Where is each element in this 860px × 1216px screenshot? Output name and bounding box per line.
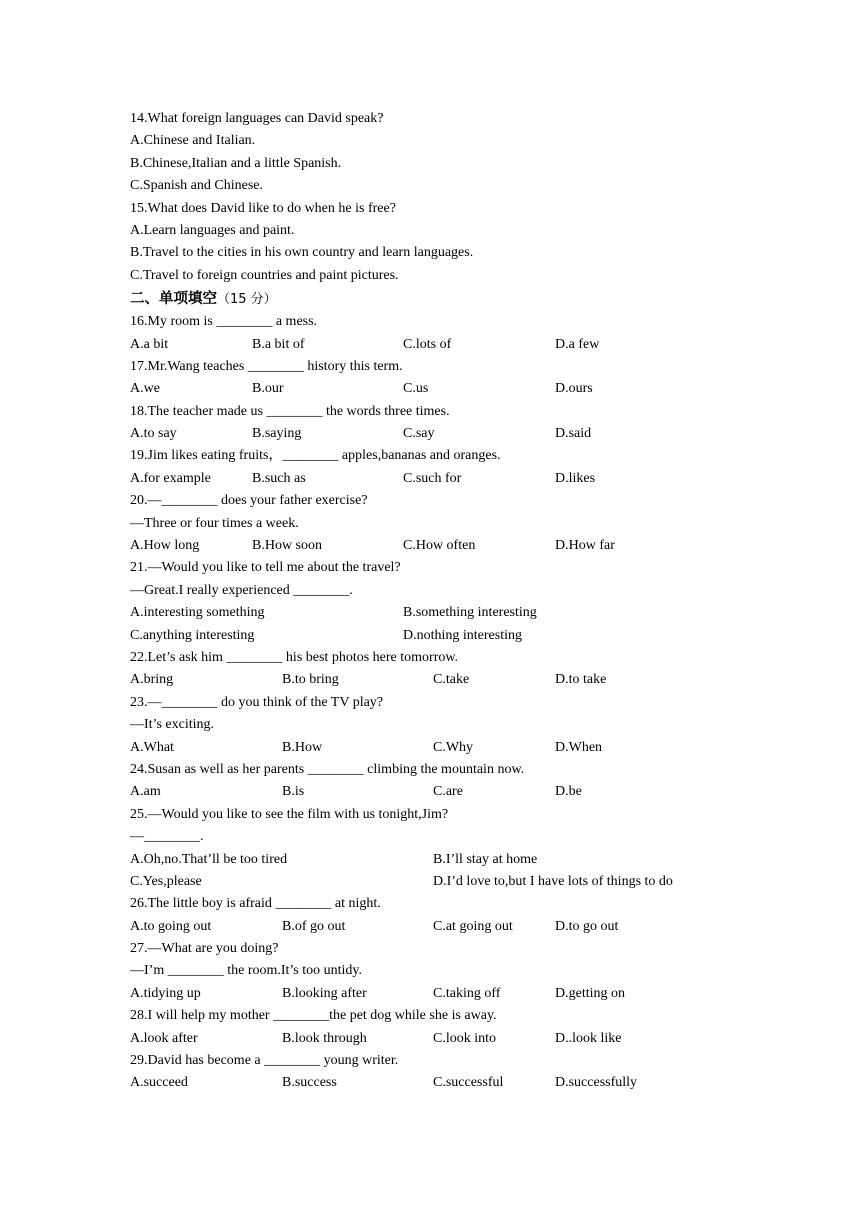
answer-option: D.nothing interesting bbox=[403, 627, 522, 643]
answer-option: A.we bbox=[130, 381, 160, 397]
answer-option: D.getting on bbox=[555, 985, 625, 1001]
options-row bbox=[130, 1072, 810, 1094]
answer-option: C.us bbox=[403, 381, 429, 397]
question-stem: 16.My room is ________ a mess. bbox=[130, 314, 318, 330]
options-row bbox=[130, 871, 810, 893]
answer-option: A.for example bbox=[130, 470, 211, 486]
question-stem: 25.—Would you like to see the film with us tonight,Jim? bbox=[130, 806, 449, 822]
answer-option: C.taking off bbox=[433, 985, 501, 1001]
answer-option: D.be bbox=[555, 784, 582, 800]
dialogue-reply: —I’m ________ the room.It’s too untidy. bbox=[130, 963, 363, 979]
answer-option: A.Learn languages and paint. bbox=[130, 222, 295, 238]
answer-option: B.our bbox=[252, 381, 284, 397]
answer-option: B.to bring bbox=[282, 672, 339, 688]
section-score: （15 分） bbox=[217, 292, 277, 308]
question-stem: 24.Susan as well as her parents ________ climbing the mountain now. bbox=[130, 761, 525, 777]
answer-option: D.I’d love to,but I have lots of things to do bbox=[433, 873, 673, 889]
options-row bbox=[130, 468, 810, 490]
answer-option: A.a bit bbox=[130, 336, 169, 352]
options-row bbox=[130, 916, 810, 938]
answer-option: B.saying bbox=[252, 426, 302, 442]
options-row bbox=[130, 334, 810, 356]
answer-option: C.Why bbox=[433, 739, 474, 755]
answer-option: D.to go out bbox=[555, 918, 619, 934]
answer-option: D.ours bbox=[555, 381, 593, 397]
question-stem: 18.The teacher made us ________ the words three times. bbox=[130, 403, 450, 419]
question-stem: 19.Jim likes eating fruits，________ apples,bananas and oranges. bbox=[130, 448, 501, 464]
answer-option: B.something interesting bbox=[403, 605, 537, 621]
answer-option: C.How often bbox=[403, 538, 476, 554]
options-row bbox=[130, 625, 810, 647]
dialogue-reply: —Great.I really experienced ________. bbox=[130, 582, 353, 598]
answer-option: B.success bbox=[282, 1075, 337, 1091]
options-row bbox=[130, 849, 810, 871]
answer-option: D.successfully bbox=[555, 1075, 638, 1091]
options-row bbox=[130, 1028, 810, 1050]
answer-option: B.Travel to the cities in his own country and learn languages. bbox=[130, 245, 474, 261]
answer-option: C.Travel to foreign countries and paint pictures. bbox=[130, 267, 399, 283]
answer-option: B.How soon bbox=[252, 538, 323, 554]
answer-option: A.to say bbox=[130, 426, 177, 442]
answer-option: C.lots of bbox=[403, 336, 452, 352]
answer-option: D.said bbox=[555, 426, 592, 442]
answer-option: C.Yes,please bbox=[130, 873, 202, 889]
answer-option: B.How bbox=[282, 739, 323, 755]
answer-option: C.at going out bbox=[433, 918, 513, 934]
answer-option: C.such for bbox=[403, 470, 462, 486]
question-stem: 23.—________ do you think of the TV play? bbox=[130, 694, 384, 710]
answer-option: C.say bbox=[403, 426, 435, 442]
options-row bbox=[130, 737, 810, 759]
dialogue-reply: —________. bbox=[130, 829, 204, 845]
answer-option: B.a bit of bbox=[252, 336, 305, 352]
answer-option: B.Chinese,Italian and a little Spanish. bbox=[130, 155, 342, 171]
answer-option: B.such as bbox=[252, 470, 306, 486]
options-row bbox=[130, 378, 810, 400]
answer-option: A.succeed bbox=[130, 1075, 188, 1091]
answer-option: A.am bbox=[130, 784, 161, 800]
dialogue-reply: —It’s exciting. bbox=[130, 717, 214, 733]
question-stem: 28.I will help my mother ________the pet dog while she is away. bbox=[130, 1008, 497, 1024]
answer-option: A.to going out bbox=[130, 918, 212, 934]
answer-option: A.How long bbox=[130, 538, 200, 554]
section-title: 二、单项填空 bbox=[130, 291, 217, 308]
question-stem: 15.What does David like to do when he is free? bbox=[130, 200, 396, 216]
question-stem: 26.The little boy is afraid ________ at night. bbox=[130, 896, 381, 912]
question-stem: 29.David has become a ________ young writer. bbox=[130, 1053, 399, 1069]
answer-option: D.to take bbox=[555, 672, 607, 688]
answer-option: D.How far bbox=[555, 538, 615, 554]
options-row bbox=[130, 423, 810, 445]
options-row bbox=[130, 535, 810, 557]
section-heading bbox=[130, 287, 810, 311]
question-stem: 14.What foreign languages can David speak? bbox=[130, 111, 384, 126]
answer-option: A.interesting something bbox=[130, 605, 265, 621]
answer-option: B.look through bbox=[282, 1030, 367, 1046]
options-row bbox=[130, 602, 810, 624]
question-stem: 27.—What are you doing? bbox=[130, 941, 279, 957]
options-row bbox=[130, 781, 810, 803]
answer-option: C.anything interesting bbox=[130, 627, 255, 643]
exam-content bbox=[130, 108, 810, 1095]
answer-option: A.Chinese and Italian. bbox=[130, 133, 256, 149]
answer-option: A.bring bbox=[130, 672, 174, 688]
answer-option: C.take bbox=[433, 672, 470, 688]
answer-option: C.look into bbox=[433, 1030, 497, 1046]
question-stem: 22.Let’s ask him ________ his best photos here tomorrow. bbox=[130, 649, 459, 665]
answer-option: B.is bbox=[282, 784, 305, 800]
answer-option: B.looking after bbox=[282, 985, 367, 1001]
question-stem: 21.—Would you like to tell me about the travel? bbox=[130, 560, 401, 576]
answer-option: A.What bbox=[130, 739, 174, 755]
dialogue-reply: —Three or four times a week. bbox=[130, 515, 299, 531]
answer-option: C.successful bbox=[433, 1075, 504, 1091]
answer-option: A.tidying up bbox=[130, 985, 201, 1001]
options-row bbox=[130, 983, 810, 1005]
answer-option: B.I’ll stay at home bbox=[433, 851, 538, 867]
answer-option: B.of go out bbox=[282, 918, 346, 934]
answer-option: D.When bbox=[555, 739, 603, 755]
answer-option: D..look like bbox=[555, 1030, 622, 1046]
answer-option: A.look after bbox=[130, 1030, 198, 1046]
answer-option: D.likes bbox=[555, 470, 596, 486]
question-stem: 17.Mr.Wang teaches ________ history this term. bbox=[130, 358, 403, 374]
answer-option: C.Spanish and Chinese. bbox=[130, 178, 263, 194]
answer-option: D.a few bbox=[555, 336, 600, 352]
options-row bbox=[130, 669, 810, 691]
answer-option: A.Oh,no.That’ll be too tired bbox=[130, 851, 288, 867]
answer-option: C.are bbox=[433, 784, 463, 800]
question-stem: 20.—________ does your father exercise? bbox=[130, 493, 368, 509]
